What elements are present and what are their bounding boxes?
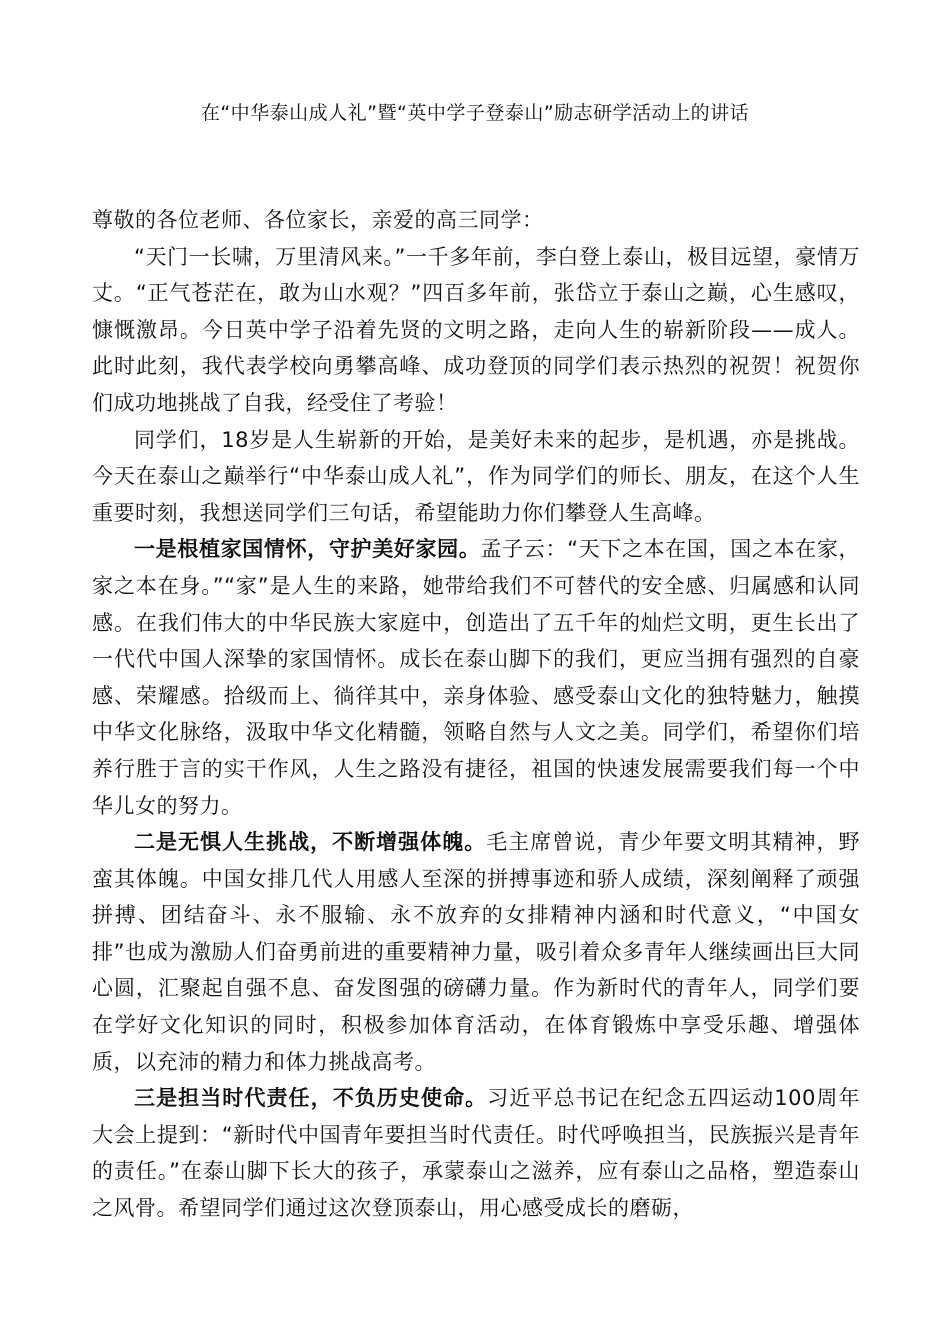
paragraph-introduction bbox=[92, 422, 860, 532]
paragraph-lead-heading: 一是根植家国情怀，守护美好家园。 bbox=[134, 537, 481, 562]
paragraph-text: “天门一长啸，万里清风来。”一千多年前，李白登上泰山，极目远望，豪情万丈。“正气苍茫在，敢为山水观？”四百多年前，张岱立于泰山之巅，心生感叹，慷慨激昂。今日英中学子沿着先贤的文明之路，走向人生的崭新阶段——成人。此时此刻，我代表学校向勇攀高峰、成功登顶的同学们表示热烈的祝贺！祝贺你们成功地挑战了自我，经受住了考验！ bbox=[92, 244, 860, 415]
document-body bbox=[92, 202, 860, 1227]
paragraph-text: 习近平总书记在纪念五四运动100周年大会上提到：“新时代中国青年要担当时代责任。时代呼唤担当，民族振兴是青年的责任。”在泰山脚下长大的孩子，承蒙泰山之滋养，应有泰山之品格，塑造泰山之风骨。希望同学们通过这次登顶泰山，用心感受成长的磨砺， bbox=[92, 1086, 860, 1221]
document-title: 在“中华泰山成人礼”暨“英中学子登泰山”励志研学活动上的讲话 bbox=[200, 102, 750, 124]
paragraph-text: 同学们，18岁是人生崭新的开始，是美好未来的起步，是机遇，亦是挑战。今天在泰山之巅举行“中华泰山成人礼”，作为同学们的师长、朋友，在这个人生重要时刻，我想送同学们三句话，希望能助力你们攀登人生高峰。 bbox=[92, 427, 860, 525]
paragraph-text: 孟子云：“天下之本在国，国之本在家，家之本在身。”“家”是人生的来路，她带给我们不可替代的安全感、归属感和认同感。在我们伟大的中华民族大家庭中，创造出了五千年的灿烂文明，更生长出了一代代中国人深挚的家国情怀。成长在泰山脚下的我们，更应当拥有强烈的自豪感、荣耀感。拾级而上、徜徉其中，亲身体验、感受泰山文化的独特魅力，触摸中华文化脉络，汲取中华文化精髓，领略自然与人文之美。同学们，希望你们培养行胜于言的实干作风，人生之路没有捷径，祖国的快速发展需要我们每一个中华儿女的努力。 bbox=[92, 537, 860, 818]
paragraph-lead-heading: 三是担当时代责任，不负历史使命。 bbox=[134, 1086, 488, 1111]
paragraph-text: 毛主席曾说，青少年要文明其精神，野蛮其体魄。中国女排几代人用感人至深的拼搏事迹和骄人成绩，深刻阐释了顽强拼搏、团结奋斗、永不服输、永不放弃的女排精神内涵和时代意义，“中国女排”也成为激励人们奋勇前进的重要精神力量，吸引着众多青年人继续画出巨大同心圆，汇聚起自强不息、奋发图强的磅礴力量。作为新时代的青年人，同学们要在学好文化知识的同时，积极参加体育活动，在体育锻炼中享受乐趣、增强体质，以充沛的精力和体力挑战高考。 bbox=[92, 830, 860, 1074]
paragraph-point-three bbox=[92, 1080, 860, 1226]
paragraph-point-one bbox=[92, 531, 860, 824]
paragraph-opening bbox=[92, 239, 860, 422]
paragraph-point-two bbox=[92, 824, 860, 1080]
paragraph-lead-heading: 二是无惧人生挑战，不断增强体魄。 bbox=[134, 830, 487, 855]
salutation: 尊敬的各位老师、各位家长，亲爱的高三同学： bbox=[92, 208, 544, 232]
